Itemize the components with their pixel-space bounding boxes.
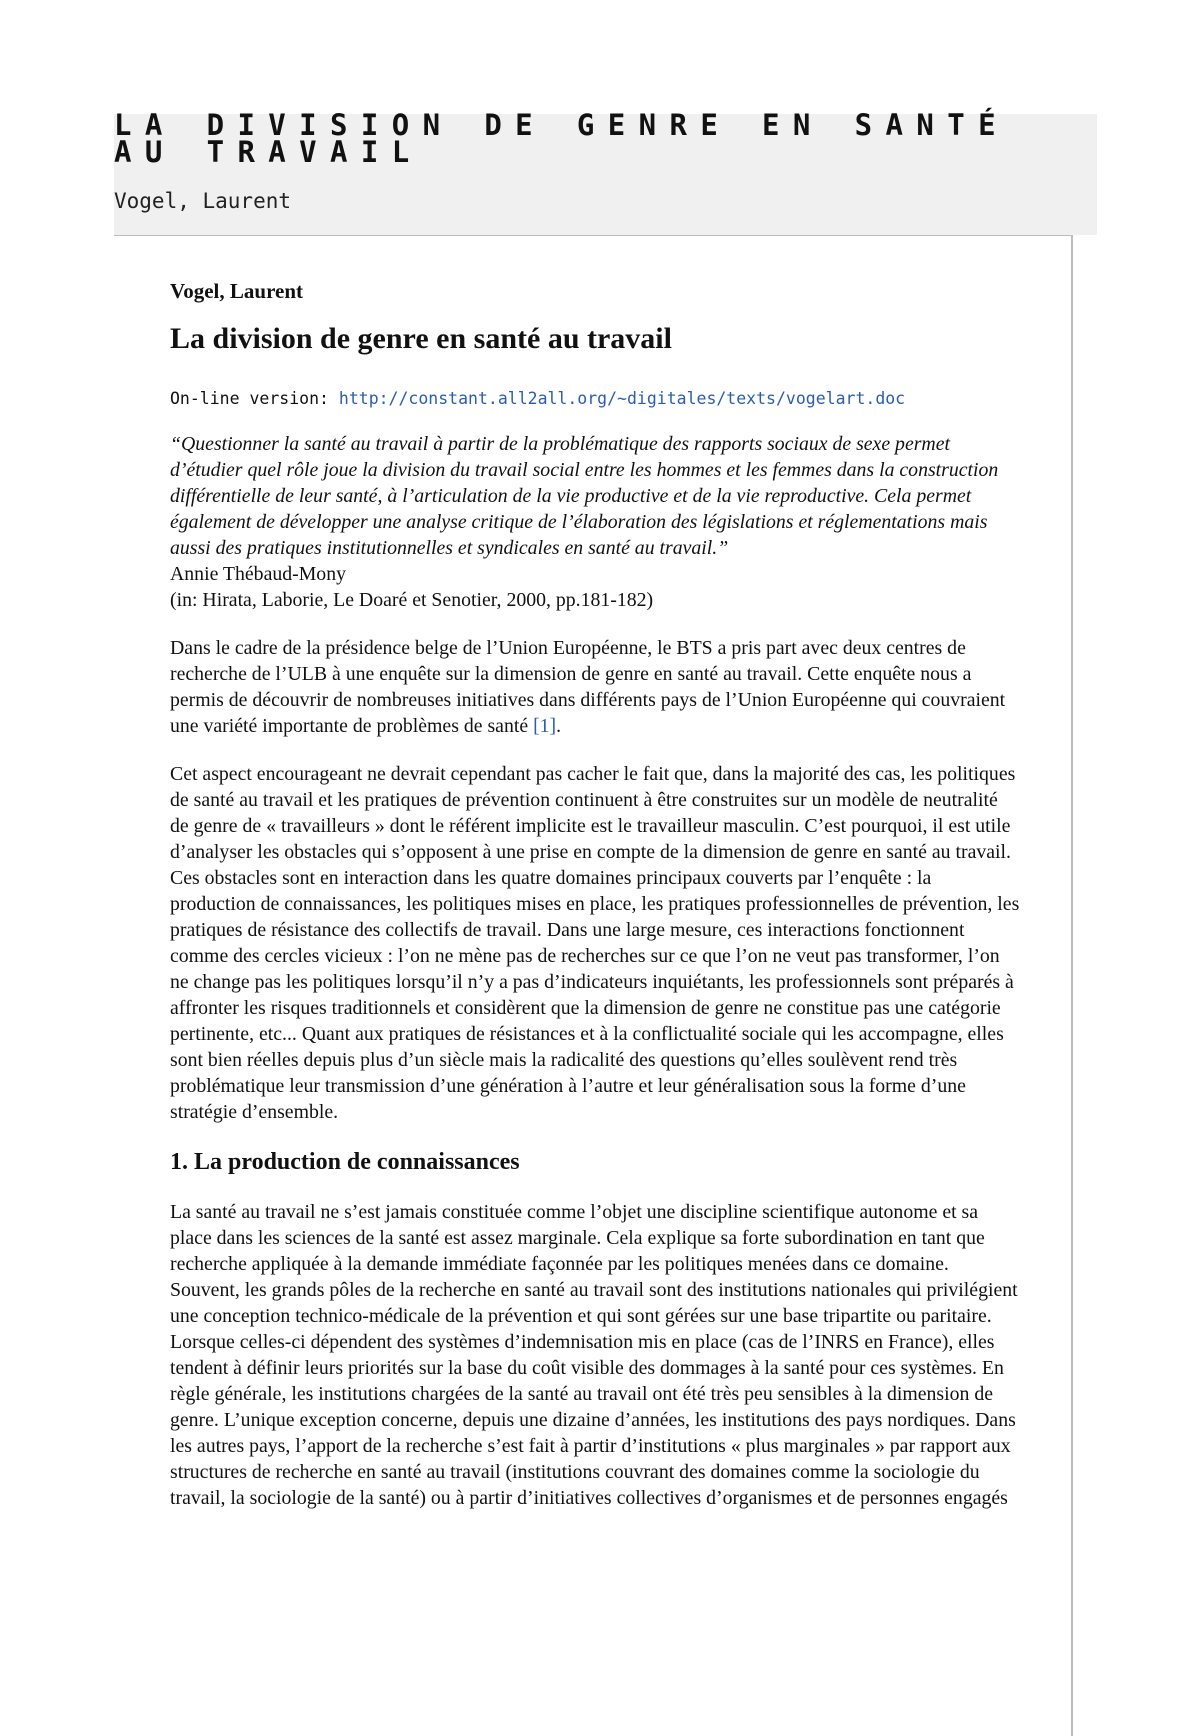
online-version-link[interactable]: http://constant.all2all.org/~digitales/texts/vogelart.doc xyxy=(338,389,906,408)
paragraph-intro-text: Dans le cadre de la présidence belge de l’Union Européenne, le BTS a pris part avec deux centres de recherche de l’ULB à une enquête sur la dimension de genre en santé au travail. Cette enquête nous a permis de découvrir de nombreuses initiatives dans différents pays de l’Union Européenne qui couvraient une variété importante de problèmes de santé xyxy=(170,637,1006,737)
online-version-label: On-line version: xyxy=(170,389,339,408)
article-title: La division de genre en santé au travail xyxy=(170,322,672,355)
epigraph-source: (in: Hirata, Laborie, Le Doaré et Senotier, 2000, pp.181-182) xyxy=(170,589,654,611)
epigraph-author: Annie Thébaud-Mony xyxy=(170,563,346,585)
footnote-link-1[interactable]: [1] xyxy=(533,715,557,737)
paragraph-knowledge: La santé au travail ne s’est jamais constituée comme l’objet une discipline scientifique autonome et sa place dans les sciences de la santé est assez marginale. Cela explique sa forte subordination en tant que recherche appliquée à la demande immédiate façonnée par les politiques menées dans ce domaine. Souvent, les grands pôles de la recherche en santé au travail sont des institutions nationales qui privilégient une conception technico-médicale de la prévention et qui sont gérées sur une base tripartite ou paritaire. Lorsque celles-ci dépendent des systèmes d’indemnisation mis en place (cas de l’INRS en France), elles tendent à définir leurs priorités sur la base du coût visible des dommages à la santé pour ces systèmes. En règle générale, les institutions chargées de la santé au travail ont été très peu sensibles à la dimension de genre. L’unique exception concerne, depuis une dizaine d’années, les institutions des pays nordiques. Dans les autres pays, l’apport de la recherche s’est fait à partir d’institutions « plus marginales » par rapport aux structures de recherche en santé au travail (institutions couvrant des domaines comme la sociologie du travail, la sociologie de la santé) ou à partir d’initiatives collectives d’organismes et de personnes engagés xyxy=(170,1201,1018,1509)
paragraph-obstacles: Cet aspect encourageant ne devrait cependant pas cacher le fait que, dans la majorité des cas, les politiques de santé au travail et les pratiques de prévention continuent à être construites sur un modèle de neutralité de genre de « travailleurs » dont le référent implicite est le travailleur masculin. C’est pourquoi, il est utile d’analyser les obstacles qui s’opposent à une prise en compte de la dimension de genre en santé au travail. Ces obstacles sont en interaction dans les quatre domaines principaux couverts par l’enquête : la production de connaissances, les politiques mises en place, les pratiques professionnelles de prévention, les pratiques de résistance des collectifs de travail. Dans une large mesure, ces interactions fonctionnent comme des cercles vicieux : l’on ne mène pas de recherches sur ce que l’on ne veut pas transformer, l’on ne change pas les politiques lorsqu’il n’y a pas d’indicateurs inquiétants, les professionnels sont préparés à affronter les risques traditionnels et considèrent que la dimension de genre ne constitue pas une catégorie pertinente, etc... Quant aux pratiques de résistances et à la conflictualité sociale qui les accompagne, elles sont bien réelles depuis plus d’un siècle mais la radicalité des questions qu’elles soulèvent rend très problématique leur transmission d’une génération à l’autre et leur généralisation sous la forme d’une stratégie d’ensemble. xyxy=(170,763,1020,1123)
article-body xyxy=(170,278,1020,1511)
section-heading-1: 1. La production de connaissances xyxy=(170,1149,520,1175)
document-author: Vogel, Laurent xyxy=(114,189,292,213)
epigraph-quote: “Questionner la santé au travail à partir de la problématique des rapports sociaux de sexe permet d’étudier quel rôle joue la division du travail social entre les hommes et les femmes dans la construction différentielle de leur santé, à l’articulation de la vie productive et de la vie reproductive. Cela permet également de développer une analyse critique de l’élaboration des législations et réglementations mais aussi des pratiques institutionnelles et syndicales en santé au travail.” xyxy=(170,433,999,559)
paragraph-intro xyxy=(170,635,1020,739)
paragraph-intro-end: . xyxy=(556,715,562,737)
online-version-line xyxy=(170,387,1020,411)
document-title: LA DIVISION DE GENRE EN SANTÉ AU TRAVAIL xyxy=(114,108,1009,169)
article-author: Vogel, Laurent xyxy=(170,279,304,303)
